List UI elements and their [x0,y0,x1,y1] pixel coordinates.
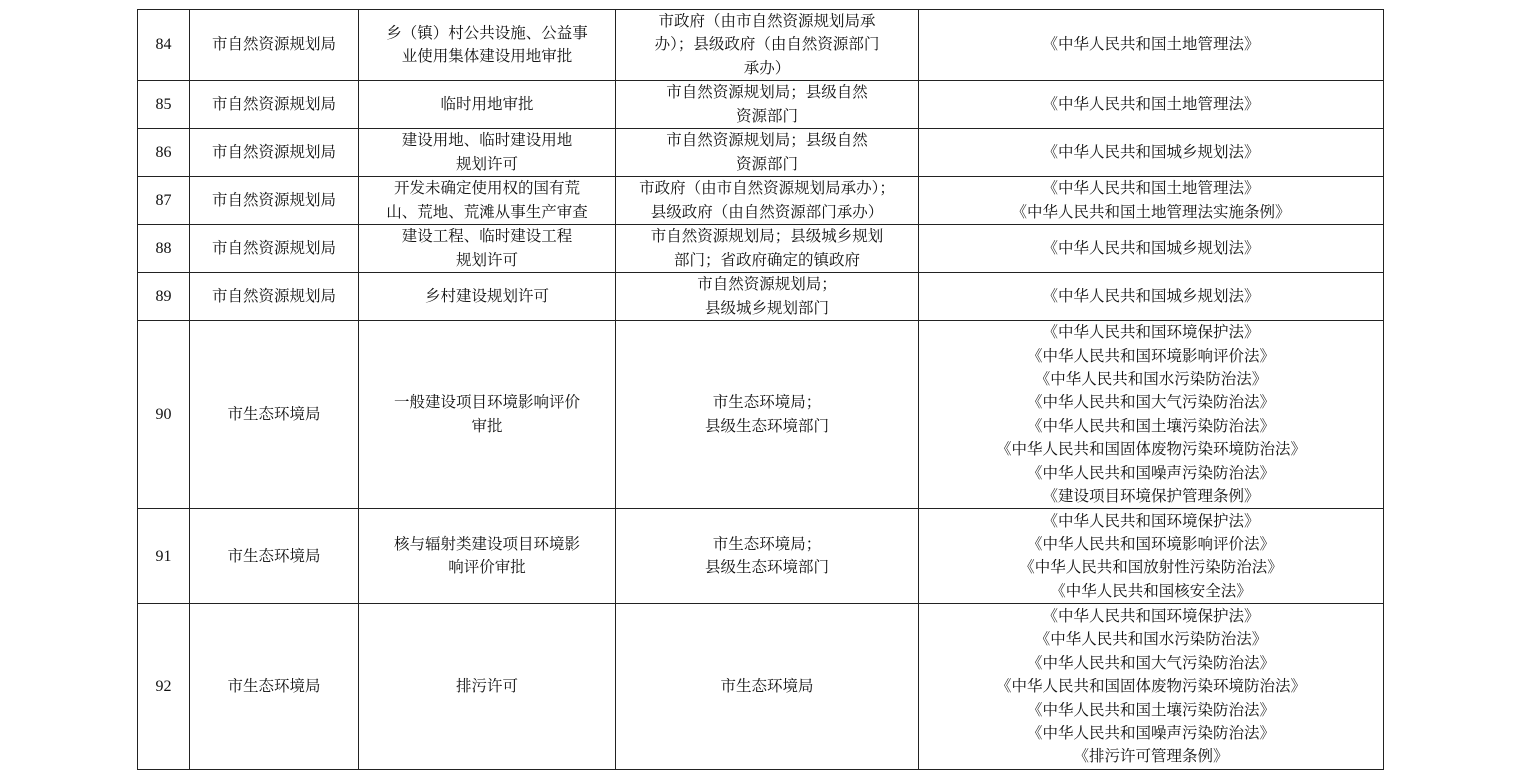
legal-basis-line: 《中华人民共和国土壤污染防治法》 [1026,700,1275,719]
row-number-cell: 85 [138,81,190,129]
approval-item-cell [359,129,616,177]
approval-item-line: 排污许可 [455,677,518,696]
implementing-authority-cell [616,81,919,129]
row-number-cell: 84 [138,10,190,81]
approval-item-line: 响评价审批 [448,558,526,577]
legal-basis-line: 《中华人民共和国核安全法》 [1050,581,1252,600]
approval-item-line: 业使用集体建设用地审批 [401,47,573,66]
row-number-cell: 88 [138,225,190,273]
legal-basis-line: 《中华人民共和国水污染防治法》 [1034,630,1268,649]
implementing-authority-cell [616,321,919,509]
implementing-authority-line: 市政府（由市自然资源规划局承办）； [639,179,895,198]
department-cell: 市生态环境局 [190,604,359,770]
implementing-authority-cell [616,10,919,81]
implementing-authority-line: 承办） [743,58,791,77]
legal-basis-line: 《中华人民共和国土壤污染防治法》 [1026,416,1275,435]
legal-basis-line: 《中华人民共和国城乡规划法》 [1042,287,1260,306]
table-body [138,10,1384,770]
department-cell: 市自然资源规划局 [190,177,359,225]
legal-basis-line: 《中华人民共和国噪声污染防治法》 [1026,463,1275,482]
implementing-authority-line: 市自然资源规划局；县级城乡规划 [650,227,884,246]
approval-item-cell [359,177,616,225]
row-number-cell: 87 [138,177,190,225]
approval-item-line: 乡（镇）村公共设施、公益事 [386,23,588,42]
row-number-cell: 86 [138,129,190,177]
approval-item-cell [359,225,616,273]
approval-item-line: 规划许可 [455,154,518,173]
legal-basis-line: 《中华人民共和国土地管理法》 [1042,179,1260,198]
row-number-cell: 90 [138,321,190,509]
approval-item-line: 山、荒地、荒滩从事生产审查 [386,202,588,221]
table-row [138,225,1384,273]
department-cell: 市自然资源规划局 [190,10,359,81]
legal-basis-line: 《中华人民共和国土地管理法》 [1042,35,1260,54]
approval-item-line: 临时用地审批 [440,95,534,114]
implementing-authority-line: 市生态环境局； [712,535,822,554]
legal-basis-line: 《排污许可管理条例》 [1073,747,1229,766]
implementing-authority-cell [616,129,919,177]
legal-basis-line: 《中华人民共和国环境保护法》 [1042,511,1260,530]
approval-item-line: 规划许可 [455,250,518,269]
legal-basis-line: 《中华人民共和国固体废物污染环境防治法》 [995,677,1306,696]
approval-item-line: 建设工程、临时建设工程 [401,227,573,246]
approval-item-cell [359,509,616,604]
table-row [138,129,1384,177]
legal-basis-cell [919,509,1384,604]
legal-basis-cell [919,177,1384,225]
table-row [138,81,1384,129]
table-row [138,509,1384,604]
department-cell: 市自然资源规划局 [190,273,359,321]
implementing-authority-line: 市自然资源规划局；县级自然 [666,131,868,150]
approval-item-cell [359,604,616,770]
legal-basis-line: 《中华人民共和国土地管理法》 [1042,95,1260,114]
legal-basis-line: 《中华人民共和国城乡规划法》 [1042,239,1260,258]
implementing-authority-line: 县级生态环境部门 [704,558,829,577]
legal-basis-line: 《中华人民共和国大气污染防治法》 [1026,653,1275,672]
legal-basis-line: 《中华人民共和国土地管理法实施条例》 [1011,202,1291,221]
implementing-authority-cell [616,273,919,321]
approval-item-line: 一般建设项目环境影响评价 [393,393,580,412]
department-cell: 市自然资源规划局 [190,225,359,273]
legal-basis-line: 《中华人民共和国环境保护法》 [1042,323,1260,342]
approval-item-line: 审批 [471,416,503,435]
implementing-authority-line: 市政府（由市自然资源规划局承 [658,12,876,30]
legal-basis-cell [919,129,1384,177]
legal-basis-cell [919,225,1384,273]
legal-basis-line: 《中华人民共和国环境影响评价法》 [1026,346,1275,365]
approval-item-line: 建设用地、临时建设用地 [401,131,573,150]
legal-basis-cell [919,10,1384,81]
department-cell: 市生态环境局 [190,509,359,604]
implementing-authority-line: 市生态环境局 [720,677,814,696]
legal-basis-cell [919,604,1384,770]
implementing-authority-line: 市生态环境局； [712,393,822,412]
legal-basis-line: 《中华人民共和国噪声污染防治法》 [1026,724,1275,743]
approval-item-cell [359,81,616,129]
row-number-cell: 91 [138,509,190,604]
table-row [138,177,1384,225]
implementing-authority-line: 县级生态环境部门 [704,416,829,435]
approval-item-line: 乡村建设规划许可 [424,287,549,306]
row-number-cell: 92 [138,604,190,770]
department-cell: 市生态环境局 [190,321,359,509]
department-cell: 市自然资源规划局 [190,129,359,177]
legal-basis-cell [919,273,1384,321]
legal-basis-line: 《中华人民共和国大气污染防治法》 [1026,393,1275,412]
legal-basis-cell [919,81,1384,129]
approval-item-line: 核与辐射类建设项目环境影 [393,535,580,554]
implementing-authority-line: 市自然资源规划局；县级自然 [666,83,868,102]
legal-basis-line: 《中华人民共和国环境影响评价法》 [1026,535,1275,554]
implementing-authority-line: 资源部门 [735,154,798,173]
legal-basis-line: 《建设项目环境保护管理条例》 [1042,487,1260,506]
legal-basis-line: 《中华人民共和国城乡规划法》 [1042,143,1260,162]
table-row [138,604,1384,770]
legal-basis-line: 《中华人民共和国水污染防治法》 [1034,370,1268,389]
implementing-authority-cell [616,604,919,770]
table-row [138,321,1384,509]
legal-basis-cell [919,321,1384,509]
implementing-authority-line: 资源部门 [735,106,798,125]
implementing-authority-line: 办）；县级政府（由自然资源部门 [654,35,880,54]
approval-item-cell [359,321,616,509]
legal-basis-line: 《中华人民共和国固体废物污染环境防治法》 [995,440,1306,459]
department-cell: 市自然资源规划局 [190,81,359,129]
approval-item-line: 开发未确定使用权的国有荒 [393,179,580,198]
implementing-authority-line: 县级城乡规划部门 [704,298,829,317]
approval-item-cell [359,10,616,81]
approval-item-cell [359,273,616,321]
table-row [138,273,1384,321]
implementing-authority-cell [616,509,919,604]
implementing-authority-line: 市自然资源规划局； [697,275,837,294]
implementing-authority-line: 县级政府（由自然资源部门承办） [650,202,884,221]
implementing-authority-cell [616,225,919,273]
implementing-authority-line: 部门；省政府确定的镇政府 [673,250,860,269]
legal-basis-line: 《中华人民共和国环境保护法》 [1042,607,1260,626]
row-number-cell: 89 [138,273,190,321]
legal-basis-line: 《中华人民共和国放射性污染防治法》 [1019,558,1283,577]
implementing-authority-cell [616,177,919,225]
approval-items-table [137,9,1384,770]
table-row [138,10,1384,81]
